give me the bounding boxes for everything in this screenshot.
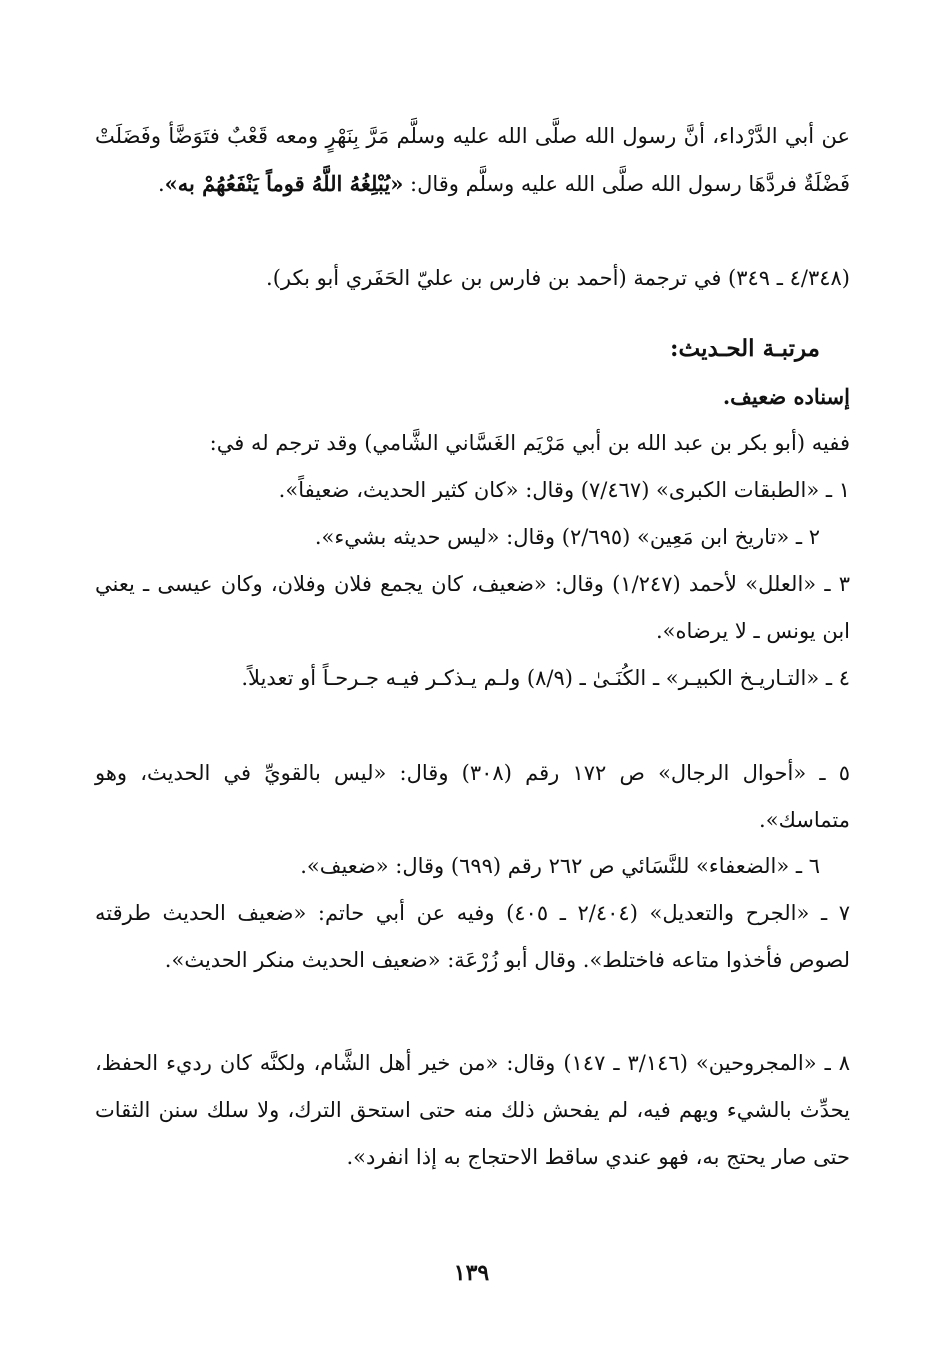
- hadith-paragraph: [95, 113, 850, 208]
- source-item-2: ٢ ـ «تاريخ ابن مَعِين» (٢/٦٩٥) وقال: «ليس حديثه بشيء».: [314, 525, 820, 549]
- hadith-quote: «يُبْلِغُهُ اللَّهُ قوماً يَنْفَعُهُمْ به»: [164, 171, 404, 196]
- source-item-6: ٦ ـ «الضعفاء» للنَّسَائي ص ٢٦٢ رقم (٦٩٩) وقال: «ضعيف».: [300, 854, 820, 878]
- hadith-text: عن أبي الدَّرْداء، أنَّ رسول الله صلَّى الله عليه وسلَّم مَرَّ بِنَهْرٍ ومعه قَعْبٌ فتَوَضَّأ وفَضَلَتْ فَضْلَةٌ فردَّهَا رسول الله صلَّى الله عليه وسلَّم وقال:: [95, 124, 850, 196]
- isnad-status: إسناده ضعيف.: [722, 384, 850, 409]
- narrator-intro: ففيه (أبو بكر بن عبد الله بن أبي مَرْيَم الغَسَّاني الشَّامي) وقد ترجم له في:: [209, 431, 850, 455]
- source-item-8: ٨ ـ «المجروحين» (٣/١٤٦ ـ ١٤٧) وقال: «من خير أهل الشَّام، ولكنَّه كان رديء الحفظ، يحدِّث بالشيء ويهم فيه، لم يفحش ذلك منه حتى استحق الترك، ولا سلك سنن الثقات حتى صار يحتج به، فهو عندي ساقط الاحتجاج به إذا انفرد».: [95, 1051, 850, 1169]
- source-item-3: ٣ ـ «العلل» لأحمد (١/٢٤٧) وقال: «ضعيف، كان يجمع فلان وفلان، وكان عيسى ـ يعني ابن يونس ـ لا يرضاه».: [95, 572, 850, 643]
- source-item-5: ٥ ـ «أحوال الرجال» ص ١٧٢ رقم (٣٠٨) وقال: «ليس بالقويِّ في الحديث، وهو متماسك».: [95, 761, 851, 832]
- source-item-4: ٤ ـ «التـاريـخ الكبيـر» ـ الكُنَـىٰ ـ (٨/٩) ولـم يـذكـر فيـه جـرحـاً أو تعديلاً.: [241, 666, 850, 690]
- source-item-1: ١ ـ «الطبقات الكبرى» (٧/٤٦٧) وقال: «كان كثير الحديث، ضعيفاً».: [278, 478, 850, 502]
- source-item-7: ٧ ـ «الجرح والتعديل» (٢/٤٠٤ ـ ٤٠٥) وفيه عن أبي حاتم: «ضعيف الحديث طرقته لصوص فأخذوا متاعه فاختلط». وقال أبو زُرْعَة: «ضعيف الحديث منكر الحديث».: [95, 901, 850, 972]
- hadith-end: .: [157, 172, 165, 196]
- page-number: ١٣٩: [453, 1260, 490, 1286]
- section-heading: مرتبـة الحـديث:: [670, 335, 820, 362]
- hadith-reference: (٤/٣٤٨ ـ ٣٤٩) في ترجمة (أحمد بن فارس بن عليّ الحَفَري أبو بكر).: [266, 266, 850, 290]
